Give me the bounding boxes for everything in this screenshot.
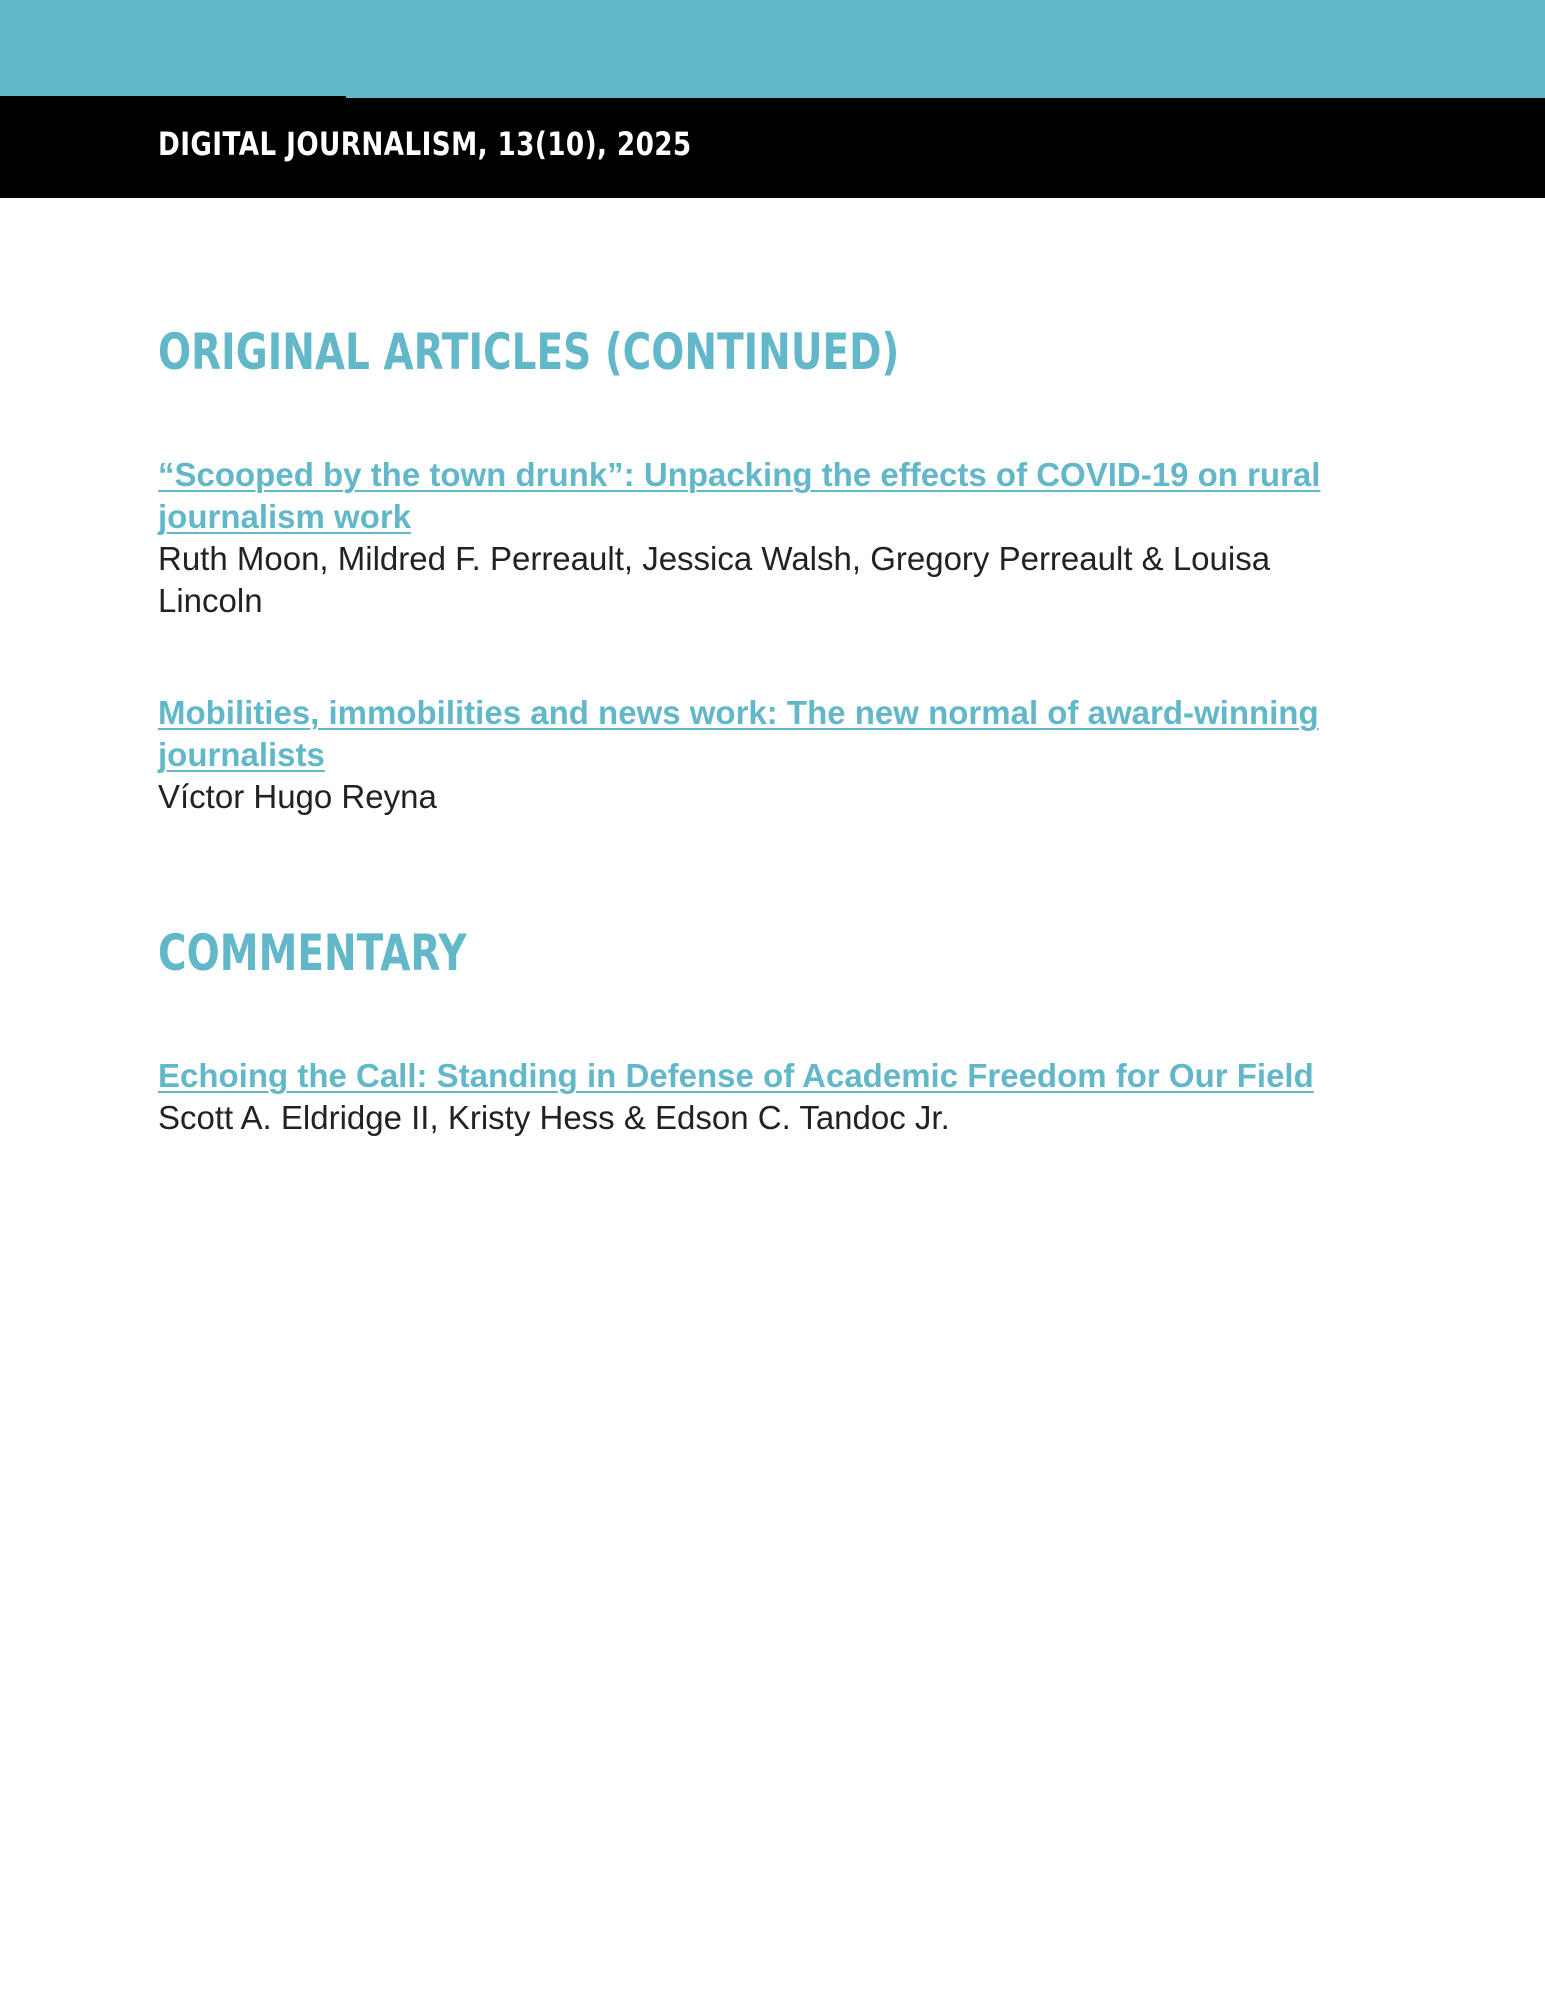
article-authors: Ruth Moon, Mildred F. Perreault, Jessica Walsh, Gregory Perreault & Louisa Lincoln xyxy=(158,540,1271,619)
section-heading-original-articles: ORIGINAL ARTICLES (CONTINUED) xyxy=(158,323,900,381)
journal-title: DIGITAL JOURNALISM, 13(10), 2025 xyxy=(158,125,692,163)
article-title-link[interactable]: “Scooped by the town drunk”: Unpacking the effects of COVID-19 on rural journalism work xyxy=(158,456,1321,535)
article-authors: Scott A. Eldridge II, Kristy Hess & Edson C. Tandoc Jr. xyxy=(158,1099,950,1136)
article-title-link[interactable]: Mobilities, immobilities and news work: The new normal of award-winning journalists xyxy=(158,694,1319,773)
article-entry xyxy=(158,1055,1358,1139)
section-heading-commentary: COMMENTARY xyxy=(158,924,467,982)
article-authors: Víctor Hugo Reyna xyxy=(158,778,437,815)
article-title-link[interactable]: Echoing the Call: Standing in Defense of Academic Freedom for Our Field xyxy=(158,1057,1314,1094)
article-entry xyxy=(158,692,1358,818)
article-entry xyxy=(158,454,1358,622)
header-accent-band xyxy=(0,0,1545,98)
